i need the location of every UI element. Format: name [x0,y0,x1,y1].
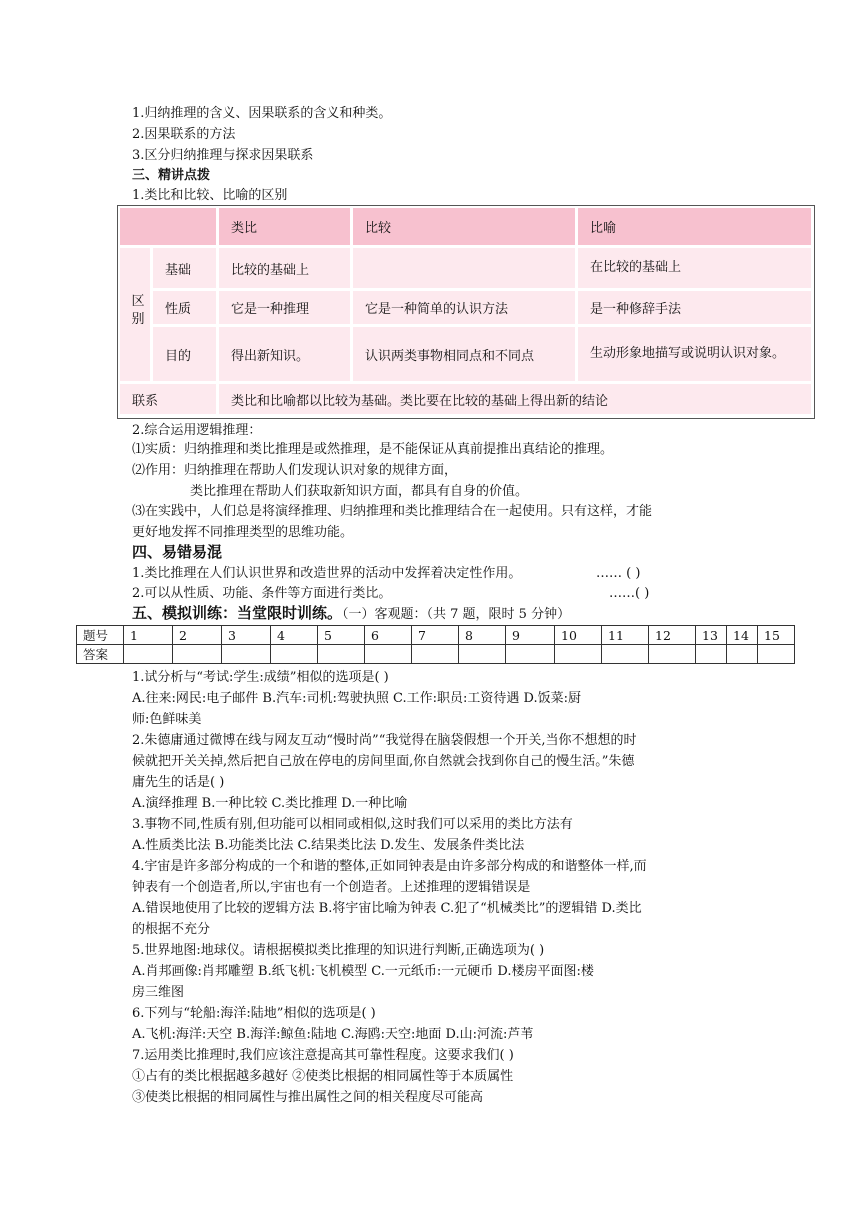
cell-basis-analogy: 比较的基础上 [219,248,350,288]
group-label-difference: 区别 [131,294,145,327]
table-header-analogy: 类比 [219,208,350,245]
section-5-title: 五、模拟训练：当堂限时训练。 [132,604,343,622]
question-line: A.性质类比法 B.功能类比法 C.结果类比法 D.发生、发展条件类比法 [132,838,525,853]
question-line: A.飞机:海洋:天空 B.海洋:鲸鱼:陆地 C.海鸥:天空:地面 D.山:河流:芦苇 [132,1027,534,1042]
question-7 [132,1045,732,1108]
answer-cell[interactable] [696,645,727,664]
confusion-item-2: 2.可以从性质、功能、条件等方面进行类比。 [132,586,392,601]
answer-cell[interactable] [758,645,795,664]
answer-cell[interactable] [124,645,173,664]
comparison-table [117,205,815,419]
section-3-title: 三、精讲点拨 [132,168,211,183]
question-line: ③使类比根据的相同属性与推出属性之间的相关程度尽可能高 [132,1090,484,1105]
question-line: 庸先生的话是( ) [132,775,225,790]
cell-nature-comparison: 它是一种简单的认识方法 [353,291,575,324]
answer-cell[interactable] [506,645,555,664]
grid-number-cell: 10 [555,626,602,645]
answer-cell[interactable] [459,645,506,664]
grid-answer-label: 答案 [77,645,124,664]
grid-number-cell: 6 [365,626,412,645]
grid-number-cell: 8 [459,626,506,645]
answer-cell[interactable] [222,645,271,664]
question-line: 4.宇宙是许多部分构成的一个和谐的整体,正如同钟表是由许多部分构成的和谐整体一样,而 [132,859,647,874]
answer-cell[interactable] [555,645,602,664]
grid-number-label: 题号 [77,626,124,645]
table-header-comparison: 比较 [353,208,575,245]
question-line: 6.下列与“轮船:海洋:陆地”相似的选项是( ) [132,1006,376,1021]
logic-essence: ⑴实质：归纳推理和类比推理是或然推理，是不能保证从真前提推出真结论的推理。 [132,442,614,457]
grid-number-cell: 2 [173,626,222,645]
question-line: 5.世界地图:地球仪。请根据模拟类比推理的知识进行判断,正确选项为( ) [132,943,545,958]
question-3 [132,814,732,856]
confusion-item-1: 1.类比推理在人们认识世界和改造世界的活动中发挥着决定性作用。 [132,566,522,581]
cell-purpose-metaphor: 生动形象地描写或说明认识对象。 [578,327,811,381]
logic-title: 2.综合运用逻辑推理： [132,423,262,438]
question-6 [132,1003,732,1045]
objective-2: 2.因果联系的方法 [132,127,236,142]
grid-number-cell: 11 [602,626,649,645]
answer-cell[interactable] [365,645,412,664]
confusion-item-1-blank: …… ( ) [596,566,641,581]
grid-number-cell: 9 [506,626,555,645]
answer-cell[interactable] [649,645,696,664]
question-line: A.肖邦画像:肖邦雕塑 B.纸飞机:飞机模型 C.一元纸币:一元硬币 D.楼房平面图:楼 [132,964,594,979]
question-line: 候就把开关关掉,然后把自己放在停电的房间里面,你自然就会找到你自己的慢生活。”朱德 [132,754,635,769]
cell-basis-comparison [353,248,575,288]
confusion-item-2-blank: ……( ) [609,586,650,601]
table-header-metaphor: 比喻 [578,208,811,245]
question-1 [132,667,732,730]
answer-cell[interactable] [318,645,365,664]
question-line: 的根据不充分 [132,922,211,937]
cell-link-text: 类比和比喻都以比较为基础。类比要在比较的基础上得出新的结论 [219,384,811,414]
cell-basis-metaphor: 在比较的基础上 [578,248,811,288]
question-line: 2.朱德庸通过微博在线与网友互动“慢时尚”“我觉得在脑袋假想一个开关,当你不想想的时 [132,733,637,748]
question-4 [132,856,732,940]
question-line: A.错误地使用了比较的逻辑方法 B.将宇宙比喻为钟表 C.犯了“机械类比”的逻辑错 D.类比 [132,901,642,916]
question-line: A.演绎推理 B.一种比较 C.类比推理 D.一种比喻 [132,796,408,811]
grid-number-cell: 15 [758,626,795,645]
question-line: 7.运用类比推理时,我们应该注意提高其可靠性程度。这要求我们( ) [132,1048,514,1063]
question-line: 1.试分析与“考试:学生:成绩”相似的选项是( ) [132,670,389,685]
grid-number-row [77,626,795,645]
answer-cell[interactable] [602,645,649,664]
answer-cell[interactable] [412,645,459,664]
question-line: 师:色鲜味美 [132,712,202,727]
answer-cell[interactable] [727,645,758,664]
cell-purpose-comparison: 认识两类事物相同点和不同点 [353,327,575,381]
answer-grid [76,625,795,664]
grid-number-cell: 14 [727,626,758,645]
logic-role-b: 类比推理在帮助人们获取新知识方面，都具有自身的价值。 [190,484,529,499]
question-line: 钟表有一个创造者,所以,宇宙也有一个创造者。上述推理的逻辑错误是 [132,880,531,895]
objective-3: 3.区分归纳推理与探求因果联系 [132,148,314,163]
row-label-purpose: 目的 [153,327,216,381]
grid-number-cell: 12 [649,626,696,645]
logic-practice-b: 更好地发挥不同推理类型的思维功能。 [132,525,354,540]
section-3-subtitle: 1.类比和比较、比喻的区别 [132,188,288,203]
objective-1: 1.归纳推理的含义、因果联系的含义和种类。 [132,106,392,121]
logic-role-a: ⑵作用：归纳推理在帮助人们发现认识对象的规律方面， [132,463,458,478]
section-5-heading [132,604,570,624]
row-label-nature: 性质 [153,291,216,324]
grid-answer-row [77,645,795,664]
answer-cell[interactable] [173,645,222,664]
question-line: A.往来:网民:电子邮件 B.汽车:司机:驾驶执照 C.工作:职员:工资待遇 D.饭菜:厨 [132,691,581,706]
grid-number-cell: 3 [222,626,271,645]
grid-number-cell: 7 [412,626,459,645]
section-5-note: （一）客观题：（共 7 题，限时 5 分钟） [342,607,571,622]
cell-nature-metaphor: 是一种修辞手法 [578,291,811,324]
table-header-empty [120,208,216,245]
question-2 [132,730,732,814]
question-5 [132,940,732,1003]
question-line: ①占有的类比根据越多越好 ②使类比根据的相同属性等于本质属性 [132,1069,514,1084]
grid-number-cell: 4 [271,626,318,645]
question-line: 房三维图 [132,985,185,1000]
grid-number-cell: 5 [318,626,365,645]
cell-purpose-analogy: 得出新知识。 [219,327,350,381]
row-label-link: 联系 [120,384,216,414]
row-label-basis: 基础 [153,248,216,288]
question-line: 3.事物不同,性质有别,但功能可以相同或相似,这时我们可以采用的类比方法有 [132,817,573,832]
cell-nature-analogy: 它是一种推理 [219,291,350,324]
logic-practice-a: ⑶在实践中，人们总是将演绎推理、归纳推理和类比推理结合在一起使用。只有这样，才能 [132,504,653,519]
section-4-title: 四、易错易混 [132,543,223,561]
grid-number-cell: 13 [696,626,727,645]
grid-number-cell: 1 [124,626,173,645]
answer-cell[interactable] [271,645,318,664]
